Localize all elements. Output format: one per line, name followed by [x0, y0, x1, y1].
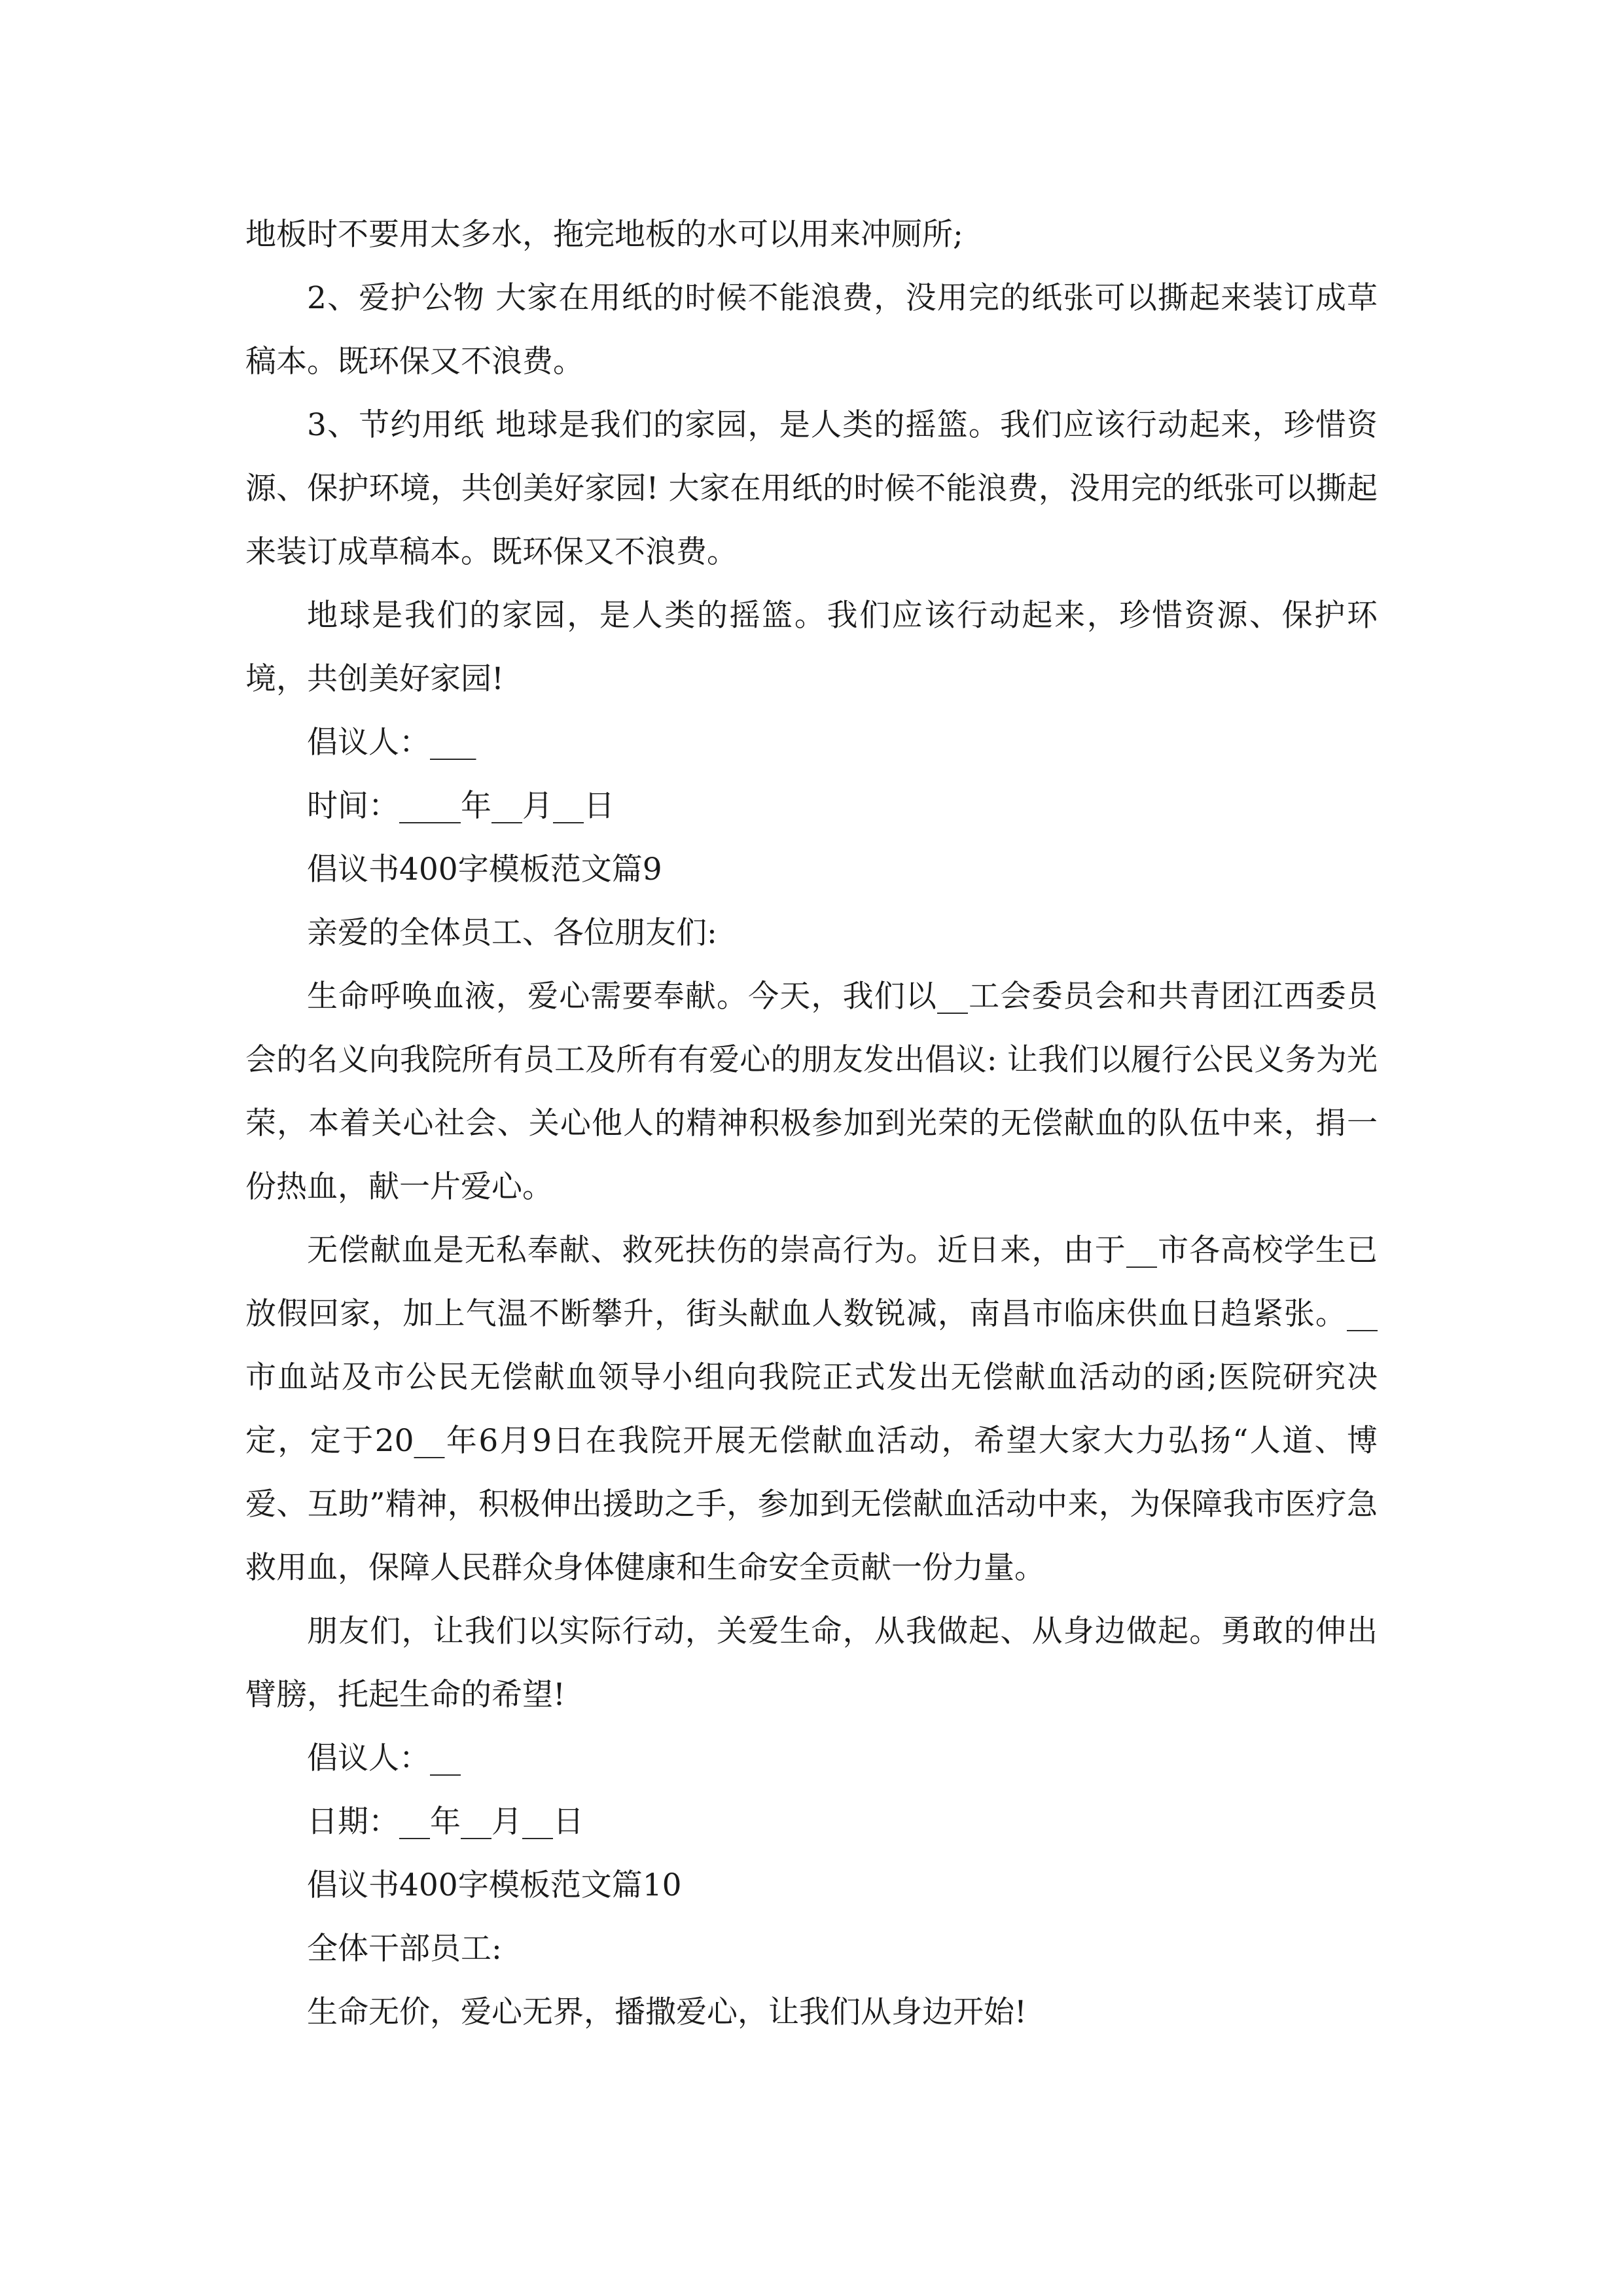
initiator-line: 倡议人：___ — [307, 725, 476, 761]
salutation-all-staff: 全体干部员工: — [307, 1931, 502, 1967]
paragraph-water-saving-tail: 地板时不要用太多水，拖完地板的水可以用来冲厕所; — [245, 217, 963, 253]
paragraph-earth-home: 地球是我们的家园，是人类的摇篮。我们应该行动起来，珍惜资源、保护环境，共创美好家园! — [245, 598, 1378, 697]
document-page — [245, 203, 1378, 2044]
section-heading-10: 倡议书400字模板范文篇10 — [307, 1867, 682, 1903]
initiator-line-2: 倡议人：__ — [307, 1740, 461, 1776]
paragraph-protect-public-property: 2、爱护公物 大家在用纸的时候不能浪费，没用完的纸张可以撕起来装订成草稿本。既环保又不浪费。 — [245, 280, 1378, 380]
date-line: 日期：__年__月__日 — [307, 1804, 584, 1840]
paragraph-blood-call: 生命呼唤血液，爱心需要奉献。今天，我们以__工会委员会和共青团江西委员会的名义向我院所有员工及所有有爱心的朋友发出倡议: 让我们以履行公民义务为光荣，本着关心社会、关心他人的精神积极参加到光荣的无偿献血的队伍中来，捐一份热血，献一片爱心。 — [245, 978, 1378, 1205]
paragraph-life-priceless: 生命无价，爱心无界，播撒爱心，让我们从身边开始! — [307, 1994, 1027, 2030]
section-heading-9: 倡议书400字模板范文篇9 — [307, 852, 662, 888]
paragraph-friends-action: 朋友们，让我们以实际行动，关爱生命，从我做起、从身边做起。勇敢的伸出臂膀，托起生命的希望! — [245, 1613, 1378, 1713]
paragraph-save-paper: 3、节约用纸 地球是我们的家园，是人类的摇篮。我们应该行动起来，珍惜资源、保护环境，共创美好家园! 大家在用纸的时候不能浪费，没用完的纸张可以撕起来装订成草稿本。既环保又不浪费。 — [245, 407, 1378, 570]
time-line: 时间：____年__月__日 — [307, 788, 615, 824]
paragraph-blood-donation-details: 无偿献血是无私奉献、救死扶伤的崇高行为。近日来，由于__市各高校学生已放假回家，加上气温不断攀升，街头献血人数锐减，南昌市临床供血日趋紧张。__市血站及市公民无偿献血领导小组向我院正式发出无偿献血活动的函;医院研究决定，定于20__年6月9日在我院开展无偿献血活动，希望大家大力弘扬“人道、博爱、互助”精神，积极伸出援助之手，参加到无偿献血活动中来，为保障我市医疗急救用血，保障人民群众身体健康和生命安全贡献一份力量。 — [245, 1232, 1378, 1586]
salutation-employees-friends: 亲爱的全体员工、各位朋友们: — [307, 915, 717, 951]
